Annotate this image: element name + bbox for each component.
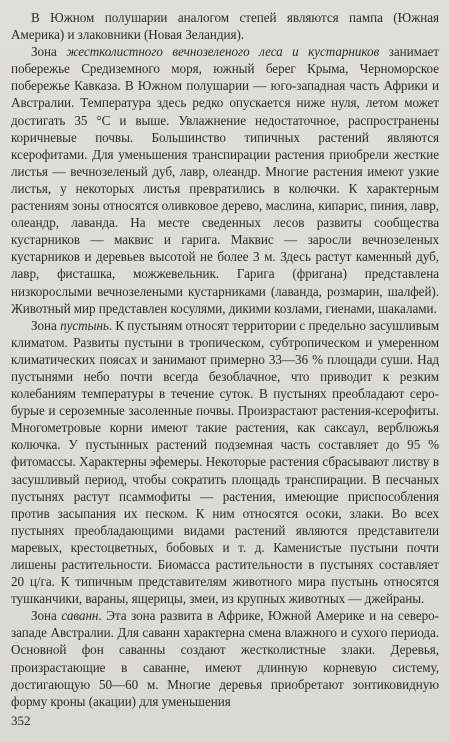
paragraph-desert-zone	[11, 317, 439, 608]
paragraph-savanna-zone	[11, 607, 439, 710]
text-segment: . К пустыням относят территории с предельно засушливым климатом. Развиты пустыни в тропическом, субтропическом и умеренном климатических поясах и занимают примерно 33—36 % площади суши. Над пустынями небо почти всегда безоблачное, что приводит к резким колебаниям температуры в течение суток. В пустынях преобладают серо-бурые и сероземные засоленные почвы. Произрастают растения-ксерофиты. Многометровые корни имеют такие растения, как саксаул, верблюжья колючка. У пустынных растений подземная часть составляет до 95 % фитомассы. Характерны эфемеры. Некоторые растения сбрасывают листву в засушливый период, чтобы сократить площадь транспирации. В песчаных пустынях растут псаммофиты — растения, имеющие приспособления против засыпания их песком. К ним относятся осоки, злаки. Во всех пустынях преобладающими видами растений являются представители маревых, крестоцветных, бобовых и т. д. Каменистые пустыни почти лишены растительности. Биомасса растительности в пустынях составляет 20 ц/га. К типичным представителям животного мира пустынь относятся тушканчики, вараны, ящерицы, змеи, из крупных животных — джейраны.	[11, 317, 439, 607]
text-segment: занимает побережье Средиземного моря, южный берег Крыма, Черноморское побережье Кавказа. В Южном полушарии — юго-западная часть Африки и Австралии. Температура здесь редко опускается ниже нуля, летом может достигать 35 °С и выше. Увлажнение недостаточное, распространены коричневые почвы. Большинство типичных растений являются ксерофитами. Для уменьшения транспирации растения приобрели жесткие листья — вечнозеленый дуб, лавр, олеандр. Многие растения имеют узкие листья, у некоторых листья превратились в колючки. К характерным растениям зоны относятся оливковое дерево, маслина, кипарис, пиния, лавр, олеандр, лаванда. На месте сведенных лесов развиты сообщества кустарников — маквис и гарига. Маквис — заросли вечнозеленых кустарников и деревьев высотой не более 3 м. Здесь растут каменный дуб, лавр, фисташка, можжевельник. Гарига (фригана) представлена низкорослыми вечнозелеными кустарниками (лаванда, розмарин, шалфей). Животный мир представлен косулями, дикими козлами, гиенами, шакалами.	[11, 44, 439, 316]
text-segment: В Южном полушарии аналогом степей являются пампа (Южная Америка) и злаковники (Новая Зеландия).	[11, 10, 439, 43]
zone-name-italic: жестколистного вечнозеленого леса и кустарников	[66, 44, 380, 60]
page-number: 352	[11, 713, 31, 728]
text-segment: Зона	[31, 317, 61, 333]
zone-name-italic: пустынь	[60, 317, 109, 333]
paragraph-sclerophyll-zone	[11, 43, 439, 317]
text-segment: Зона	[31, 608, 62, 624]
text-segment: Зона	[31, 44, 67, 60]
paragraph-southern-hemisphere	[11, 9, 439, 43]
zone-name-italic: саванн	[61, 608, 99, 624]
body-text	[11, 9, 439, 710]
text-segment: . Эта зона развита в Африке, Южной Америке и на северо-западе Австралии. Для саванн характерна смена влажного и сухого периода. Основной фон саванны создают жестколистные злаки. Деревья, произрастающие в саванне, имеют длинную корневую систему, достигающую 50—60 м. Многие деревья приобретают зонтиковидную форму кроны (акации) для уменьшения	[11, 608, 439, 709]
